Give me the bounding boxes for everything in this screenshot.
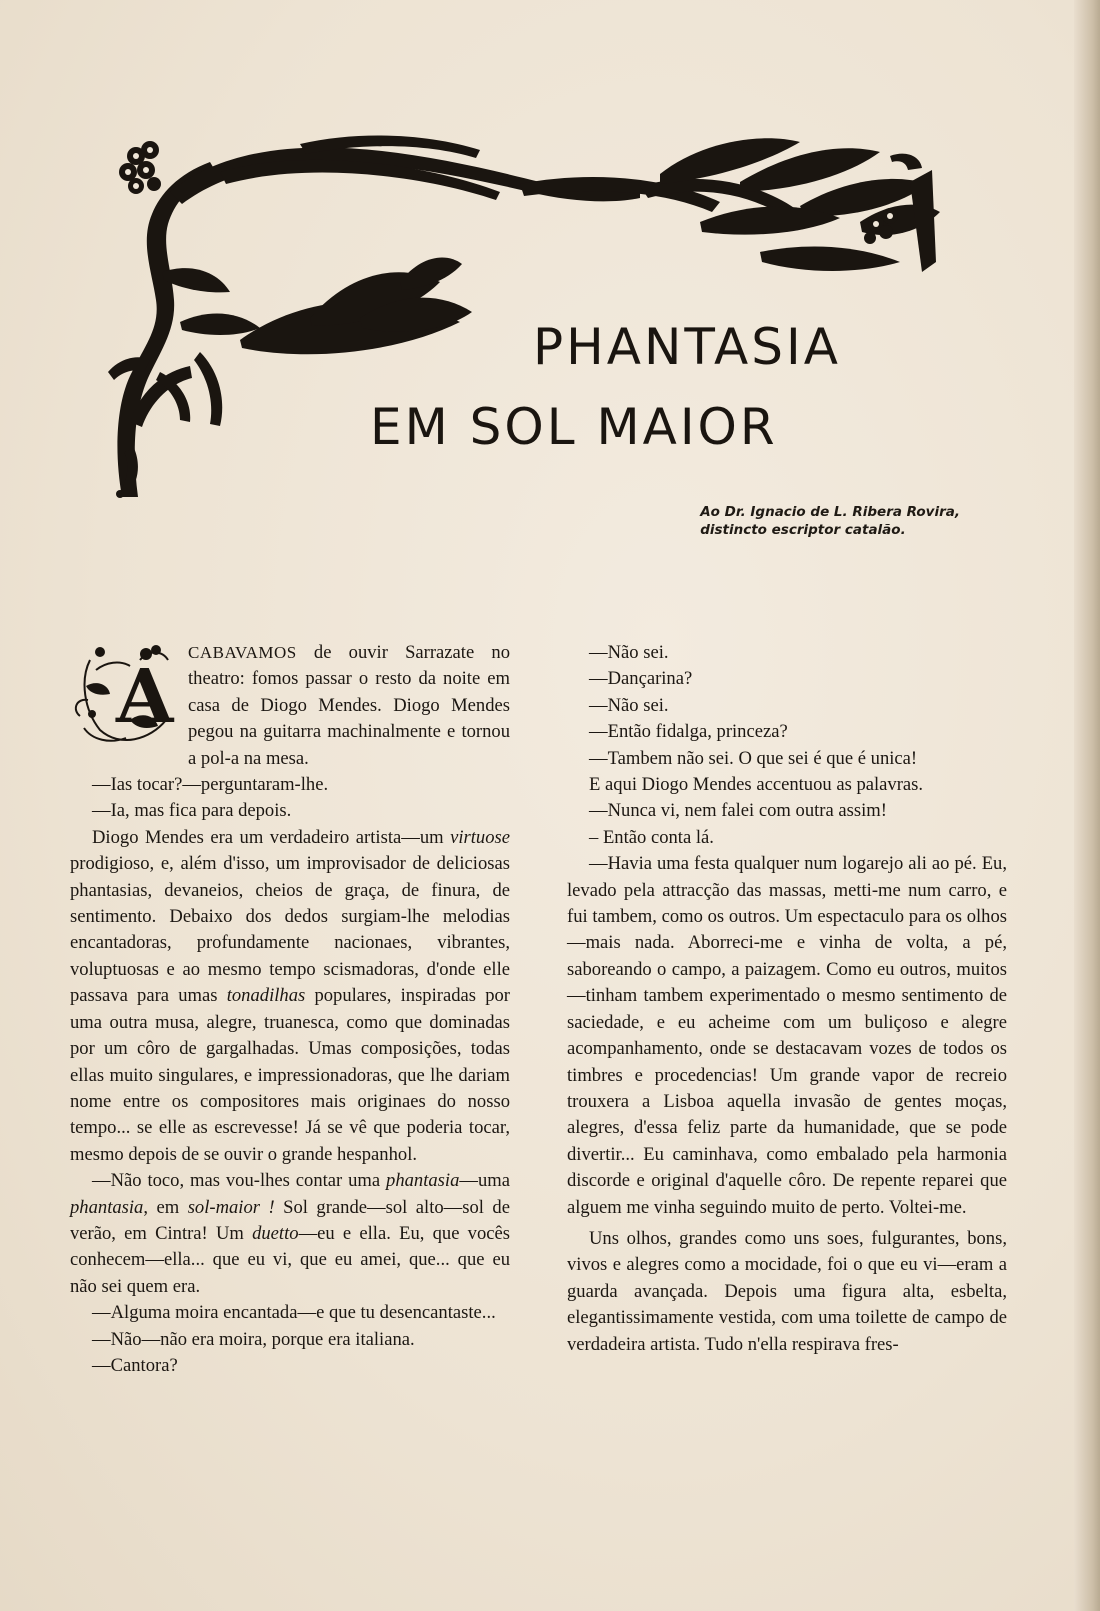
paragraph-6: —Alguma moira encantada—e que tu desencantaste... — [92, 1302, 496, 1324]
dropcap-letter: A — [116, 654, 174, 740]
r-paragraph-8: – Então conta lá. — [589, 826, 714, 848]
r-paragraph-5: —Tambem não sei. O que sei é que é unica! — [589, 747, 918, 769]
p5-italic-phantasia-2: phantasia — [70, 1196, 144, 1218]
r-paragraph-4: —Então fidalga, princeza? — [589, 721, 788, 743]
r-paragraph-3: —Não sei. — [589, 694, 669, 716]
dropcap-ornament — [70, 640, 180, 748]
p5-part-g: Sol grande—sol alto—sol de verão, em Cintra! Um — [70, 1196, 510, 1244]
left-column — [70, 640, 510, 1379]
p5-part-c: —uma — [459, 1170, 510, 1192]
r-paragraph-9: —Havia uma festa qualquer num logarejo ali ao pé. Eu, levado pela attracção das massas, metti-me num carro, e fui tambem, como os outros. Um espectaculo para os olhos—mais nada. Aborreci-me e vinha de volta, a pé, saboreando o campo, a paizagem. Como eu outros, muitos—tinham tambem experimentado o mesmo sentimento de saciedade, e eu acheime com um buliçoso e alegre acompanhamento, onde se destacavam vozes de todos os timbres e procedencias! Um grande vapor de recreio trouxera a Lisboa aquella invasão de gentes moças, alegres, d'essa feliz parte da humanidade, que se pode divertir... Eu caminhava, como embalado pela harmonia discorde e original d'aquelle côro. De repente reparei que alguem me vinha seguindo muito de perto. Voltei-me. — [567, 853, 1007, 1218]
title-line-1: PHANTASIA — [533, 318, 841, 376]
paragraph-7: —Não—não era moira, porque era italiana. — [92, 1328, 415, 1350]
dedication-line-2: distincto escriptor catalão. — [700, 522, 906, 538]
dedication-line-1: Ao Dr. Ignacio de L. Ribera Rovira, — [700, 504, 960, 520]
r-paragraph-10: Uns olhos, grandes como uns soes, fulgurantes, bons, vivos e alegres como a mocidade, foi o que eu vi—eram a guarda avançada. Depois uma figura alta, esbelta, elegantissimamente vestida, com uma toilette de campo de verdadeira artista. Tudo n'ella respirava fres- — [567, 1227, 1007, 1355]
r-paragraph-1: —Não sei. — [589, 642, 669, 663]
paragraph-2: —Ias tocar?—perguntaram-lhe. — [92, 774, 329, 796]
r-paragraph-6: E aqui Diogo Mendes accentuou as palavras. — [589, 774, 924, 796]
paragraph-5 — [70, 1168, 510, 1300]
p4-italic-tonadilhas: tonadilhas — [226, 985, 306, 1007]
p5-part-i: —eu e ella. Eu, que vocês conhecem—ella... que eu vi, que eu amei, que... que eu não sei quem era. — [70, 1222, 511, 1297]
p5-italic-phantasia-1: phantasia — [386, 1170, 460, 1192]
title-line-2: EM SOL MAIOR — [370, 398, 778, 456]
paragraph-8: —Cantora? — [92, 1354, 178, 1376]
paragraph-1-lead: CABAVAMOS — [188, 643, 297, 662]
p5-part-a: —Não toco, mas vou-lhes contar uma — [92, 1170, 387, 1192]
page-edge — [1074, 0, 1100, 1611]
p4-italic-virtuose: virtuose — [450, 826, 510, 848]
dedication — [700, 503, 960, 539]
paragraph-1-text: de ouvir Sarrazate no theatro: fomos passar o resto da noite em casa de Diogo Mendes. Diogo Mendes pegou na guitarra machinalmente e tornou a pol-a na mesa. — [188, 642, 510, 769]
r-paragraph-2: —Dançarina? — [589, 668, 693, 690]
paragraph-4 — [70, 825, 510, 1168]
p4-part-e: populares, inspiradas por uma outra musa, alegre, truanesca, como que dominadas por um côro de gargalhadas. Umas composições, todas ellas muito singulares, e impressionadoras, que lhe dariam nome entre os compositores mais originaes do nosso tempo... se elle as escrevesse! Já se vê que poderia tocar, mesmo depois de se ouvir o grande hespanhol. — [70, 985, 510, 1165]
p4-part-a: Diogo Mendes era um verdadeiro artista—um — [92, 826, 451, 848]
p5-part-e: , em — [143, 1196, 188, 1218]
p5-italic-duetto: duetto — [252, 1222, 299, 1244]
paragraph-3: —Ia, mas fica para depois. — [92, 800, 292, 822]
right-column — [567, 640, 1007, 1358]
r-paragraph-7: —Nunca vi, nem falei com outra assim! — [589, 800, 887, 822]
p5-italic-sol-maior: sol-maior ! — [187, 1196, 275, 1218]
p4-part-c: prodigioso, e, além d'isso, um improvisador de deliciosas phantasias, devaneios, cheios de graça, de finura, de sentimento. Debaixo dos dedos surgiam-lhe melodias encantadoras, profundamente nacionaes, vibrantes, voluptuosas e ao mesmo tempo scismadoras, d'onde elle passava para umas — [70, 853, 510, 1007]
